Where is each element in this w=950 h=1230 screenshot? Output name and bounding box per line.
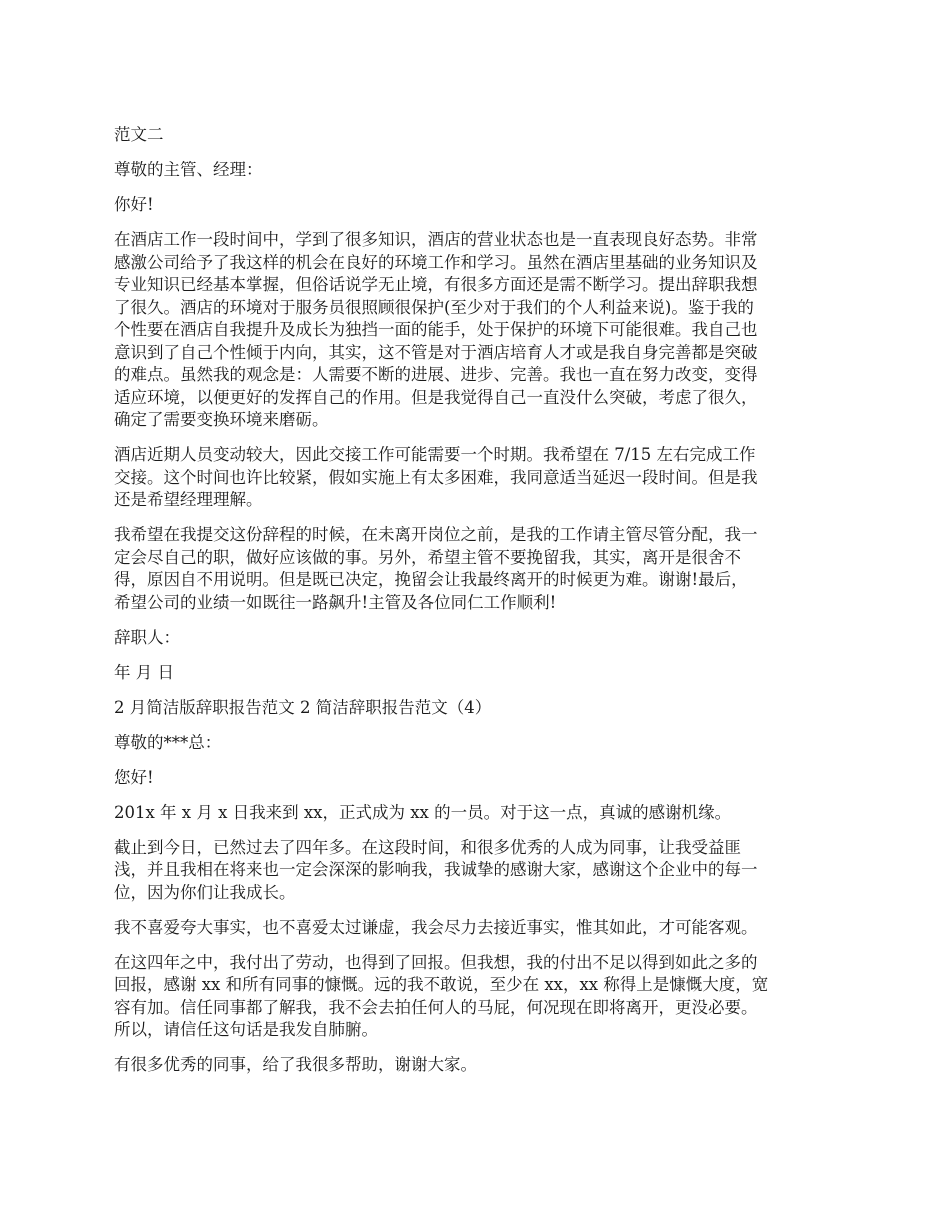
body-paragraph: 在这四年之中，我付出了劳动，也得到了回报。但我想，我的付出不足以得到如此之多的 回报，感谢 xx 和所有同事的慷慨。远的我不敢说，至少在 xx，xx 称得上是慷慨大度，宽 容有加。信任同事都了解我，我不会去拍任何人的马屁，何况现在即将离开，更没必要。 所以，请信任这句话是我发自肺腑。 (114, 952, 769, 1039)
greeting: 你好! (114, 195, 154, 214)
salutation: 尊敬的主管、经理： (114, 160, 263, 179)
date-line: 年 月 日 (114, 662, 174, 682)
signature-label: 辞职人： (114, 627, 180, 647)
body-paragraph: 我希望在我提交这份辞程的时候，在未离开岗位之前，是我的工作请主管尽管分配，我一 定会尽自己的职，做好应该做的事。另外，希望主管不要挽留我，其实，离开是很舍不 得，原因自不用说明。但是既已决定，挽留会让我最终离开的时候更为难。谢谢!最后， 希望公司的业绩一如既往一路飙升!主管及各位同仁工作顺利! (114, 525, 758, 612)
body-paragraph: 201x 年 x 月 x 日我来到 xx，正式成为 xx 的一员。对于这一点，真诚的感谢机缘。 (114, 802, 732, 822)
document-body (114, 124, 842, 1089)
section-heading: 2 月简洁版辞职报告范文 2 简洁辞职报告范文（4） (114, 697, 492, 717)
salutation: 尊敬的***总： (114, 732, 222, 752)
greeting: 您好! (114, 767, 154, 787)
body-paragraph: 在酒店工作一段时间中，学到了很多知识，酒店的营业状态也是一直表现良好态势。非常 感激公司给予了我这样的机会在良好的环境工作和学习。虽然在酒店里基础的业务知识及 专业知识已经基本掌握，但俗话说学无止境，有很多方面还是需不断学习。提出辞职我想 了很久。酒店的环境对于服务员很照顾很保护(至少对于我们的个人利益来说)。鉴于我的 个性要在酒店自我提升及成长为独挡一面的能手，处于保护的环境下可能很难。我自己也 意识到了自己个性倾于内向，其实，这不管是对于酒店培育人才或是我自身完善都是突破 的难点。虽然我的观念是：人需要不断的进展、进步、完善。我也一直在努力改变，变得 适应环境，以便更好的发挥自己的作用。但是我觉得自己一直没什么突破，考虑了很久， 确定了需要变换环境来磨砺。 (114, 230, 758, 429)
body-paragraph: 截止到今日，已然过去了四年多。在这段时间，和很多优秀的人成为同事，让我受益匪 浅，并且我相在将来也一定会深深的影响我，我诚挚的感谢大家，感谢这个企业中的每一 位，因为你们让我成长。 (114, 837, 758, 902)
body-paragraph: 我不喜爱夸大事实，也不喜爱太过谦虚，我会尽力去接近事实，惟其如此，才可能客观。 (114, 917, 758, 937)
body-paragraph: 有很多优秀的同事，给了我很多帮助，谢谢大家。 (114, 1055, 477, 1074)
body-paragraph: 酒店近期人员变动较大，因此交接工作可能需要一个时期。我希望在 7/15 左右完成工作 交接。这个时间也许比较紧，假如实施上有太多困难，我同意适当延迟一段时间。但是我 还是希望经理理解。 (114, 445, 758, 509)
section-heading: 范文二 (114, 125, 164, 144)
